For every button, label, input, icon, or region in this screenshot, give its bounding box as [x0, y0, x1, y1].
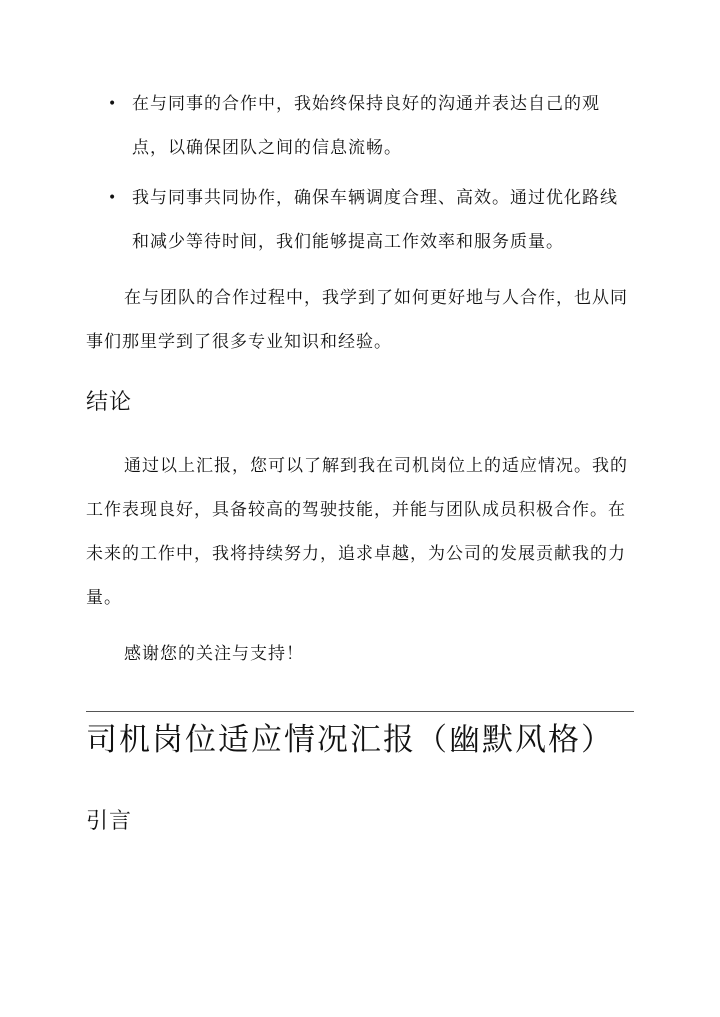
bullet-icon: • [108, 96, 118, 112]
section-divider [86, 711, 634, 712]
list-item [108, 82, 628, 170]
bullet-text: 我与同事共同协作，确保车辆调度合理、高效。通过优化路线和减少等待时间，我们能够提高工作效率和服务质量。 [132, 188, 618, 252]
list-item [108, 176, 628, 264]
conclusion-paragraph: 通过以上汇报，您可以了解到我在司机岗位上的适应情况。我的工作表现良好，具备较高的驾驶技能，并能与团队成员积极合作。在未来的工作中，我将持续努力，追求卓越，为公司的发展贡献我的力量。 [86, 456, 628, 608]
thanks-paragraph: 感谢您的关注与支持！ [124, 644, 304, 664]
intro-heading: 引言 [86, 809, 133, 834]
conclusion-heading: 结论 [86, 390, 133, 415]
section-title: 司机岗位适应情况汇报（幽默风格） [86, 722, 614, 758]
bullet-icon: • [108, 190, 118, 206]
team-paragraph: 在与团队的合作过程中，我学到了如何更好地与人合作，也从同事们那里学到了很多专业知识和经验。 [86, 288, 628, 352]
bullet-list [108, 82, 628, 270]
bullet-text: 在与同事的合作中，我始终保持良好的沟通并表达自己的观点，以确保团队之间的信息流畅。 [132, 94, 600, 158]
